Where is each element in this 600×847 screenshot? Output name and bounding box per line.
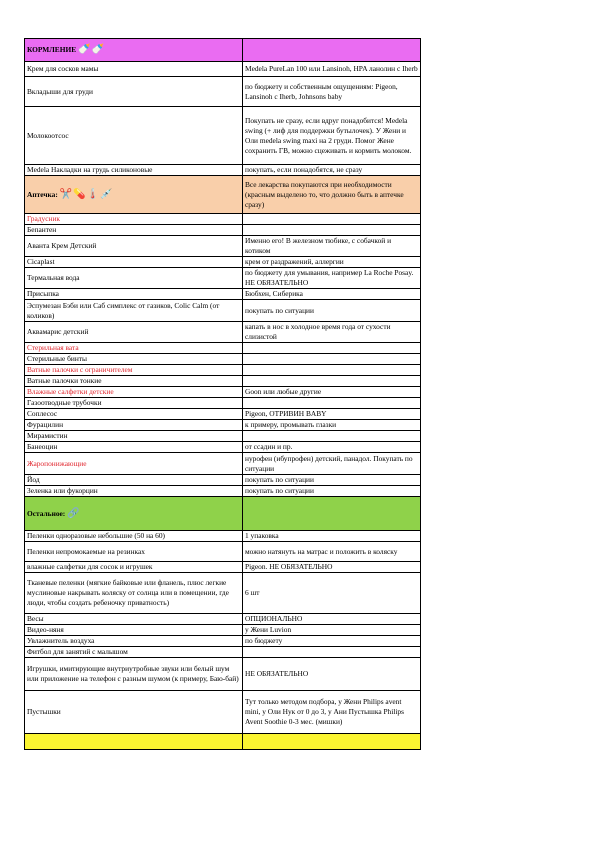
item-note: Покупать не сразу, если вдруг понадобится! Medela swing (+ лиф для поддержки бутылочек). У Жени и Оли medela swing maxi на 2 груди. Помог Жене сохранить ГВ, можно сцеживать и кормить молоком.: [243, 107, 421, 165]
table-row: [25, 453, 421, 475]
table-row: [25, 62, 421, 77]
item-name: Аванта Крем Детский: [25, 236, 243, 257]
item-note: Тут только методом подбора, у Жени Philips avent mini, у Оли Нук от 0 до 3, у Ани Пустышка Philips Avent Soothie 0-3 мес. (мишки): [243, 691, 421, 734]
table-row: [25, 225, 421, 236]
item-note: Именно его! В железном тюбике, с собачкой и котиком: [243, 236, 421, 257]
table-row: [25, 475, 421, 486]
section-title-text: Остальное:: [27, 508, 66, 518]
item-note: [243, 431, 421, 442]
section-title-feeding: [25, 39, 243, 62]
section-note-feeding: [243, 39, 421, 62]
item-name: Весы: [25, 614, 243, 625]
item-name: Ватные палочки тонкие: [25, 376, 243, 387]
checklist-table: [24, 38, 421, 750]
table-row: [25, 486, 421, 497]
item-name: Стерильные бинты: [25, 354, 243, 365]
section-note-first_aid: Все лекарства покупаются при необходимости (красным выделено то, что должно быть в аптечке сразу): [243, 176, 421, 214]
item-note: покупать по ситуации: [243, 486, 421, 497]
section-title-text: Аптечка:: [27, 189, 58, 199]
table-row: [25, 214, 421, 225]
table-row: [25, 573, 421, 614]
item-note: 1 упаковка: [243, 531, 421, 542]
footer-cell-right: [243, 734, 421, 750]
item-name: Газоотводные трубочки: [25, 398, 243, 409]
item-note: ОПЦИОНАЛЬНО: [243, 614, 421, 625]
item-note: Pigeon, ОТРИВИН BABY: [243, 409, 421, 420]
item-note: Medela PureLan 100 или Lansinoh, HPA ланолин с Iherb: [243, 62, 421, 77]
table-row: [25, 542, 421, 562]
item-note: Pigeon. НЕ ОБЯЗАТЕЛЬНО: [243, 562, 421, 573]
item-note: покупать по ситуации: [243, 300, 421, 322]
item-note: нурофен (ибупрофен) детский, панадол. Покупать по ситуации: [243, 453, 421, 475]
item-note: 6 шт: [243, 573, 421, 614]
item-name: Cicaplast: [25, 257, 243, 268]
table-row: [25, 289, 421, 300]
item-name: Банеоцин: [25, 442, 243, 453]
table-row: [25, 647, 421, 658]
item-name: Тканевые пеленки (мягкие байковые или фланель, плюс легкие муслиновые накрывать коляску от солнца или в помещении, где люди, чтобы создать ребеночку приватность): [25, 573, 243, 614]
item-name: Жаропонижающие: [25, 453, 243, 475]
table-row: [25, 77, 421, 107]
table-row: [25, 300, 421, 322]
item-note: [243, 376, 421, 387]
item-note: [243, 225, 421, 236]
item-name: Стерильная вата: [25, 343, 243, 354]
item-note: покупать, если понадобятся, не сразу: [243, 165, 421, 176]
item-note: покупать по ситуации: [243, 475, 421, 486]
item-note: к примеру, промывать глазки: [243, 420, 421, 431]
table-row: [25, 691, 421, 734]
item-name: Градусник: [25, 214, 243, 225]
item-name: Зеленка или фукорцин: [25, 486, 243, 497]
item-name: Фурацилин: [25, 420, 243, 431]
item-name: Бепантен: [25, 225, 243, 236]
table-row: [25, 442, 421, 453]
item-name: Эспумезан Бэби или Саб симплекс от газиков, Colic Calm (от коликов): [25, 300, 243, 322]
item-note: у Жени Luvion: [243, 625, 421, 636]
table-row: [25, 562, 421, 573]
table-row: [25, 343, 421, 354]
item-name: Видео-няня: [25, 625, 243, 636]
item-name: влажные салфетки для сосок и игрушек: [25, 562, 243, 573]
table-row: [25, 614, 421, 625]
item-note: [243, 398, 421, 409]
table-row: [25, 365, 421, 376]
table-row: [25, 398, 421, 409]
table-row: [25, 257, 421, 268]
section-title-text: КОРМЛЕНИЕ: [27, 45, 77, 54]
item-note: Goon или любые другие: [243, 387, 421, 398]
table-row: [25, 625, 421, 636]
item-name: Пеленки одноразовые небольшие (50 на 60): [25, 531, 243, 542]
table-row: [25, 420, 421, 431]
item-name: Увлажнитель воздуха: [25, 636, 243, 647]
item-name: Термальная вода: [25, 268, 243, 289]
item-name: Влажные салфетки детские: [25, 387, 243, 398]
item-note: [243, 365, 421, 376]
section-header-other: [25, 497, 421, 531]
item-name: Присыпка: [25, 289, 243, 300]
item-note: по бюджету и собственным ощущениям: Pigeon, Lansinoh с Iherb, Johnsons baby: [243, 77, 421, 107]
section-emoji-icon: 🍼🍼: [78, 44, 105, 55]
item-name: Аквамарис детский: [25, 322, 243, 343]
item-name: Игрушки, имитирующие внутриутробные звуки или белый шум или приложение на телефон с разным шумом (к примеру, Баю-бай): [25, 658, 243, 691]
footer-cell-left: [25, 734, 243, 750]
table-row: [25, 658, 421, 691]
item-note: можно натянуть на матрас и положить в коляску: [243, 542, 421, 562]
item-name: Йод: [25, 475, 243, 486]
item-name: Крем для сосков мамы: [25, 62, 243, 77]
item-note: НЕ ОБЯЗАТЕЛЬНО: [243, 658, 421, 691]
section-header-first_aid: [25, 176, 421, 214]
table-row: [25, 165, 421, 176]
item-note: Бюбхен, Сиберика: [243, 289, 421, 300]
table-row: [25, 431, 421, 442]
item-name: Пеленки непромокаемые на резинках: [25, 542, 243, 562]
section-title-first_aid: [25, 176, 243, 214]
footer-row: [25, 734, 421, 750]
item-name: Мирамистин: [25, 431, 243, 442]
item-note: [243, 647, 421, 658]
section-note-other: [243, 497, 421, 531]
table-row: [25, 636, 421, 647]
table-row: [25, 236, 421, 257]
table-row: [25, 268, 421, 289]
item-name: Ватные палочки с ограничителем: [25, 365, 243, 376]
item-note: по бюджету: [243, 636, 421, 647]
item-name: Соплесос: [25, 409, 243, 420]
table-row: [25, 387, 421, 398]
section-header-feeding: [25, 39, 421, 62]
item-note: от ссадин и пр.: [243, 442, 421, 453]
item-note: [243, 343, 421, 354]
item-name: Молокоотсос: [25, 107, 243, 165]
item-note: капать в нос в холодное время года от сухости слизистой: [243, 322, 421, 343]
item-name: Фитбол для занятий с малышом: [25, 647, 243, 658]
section-emoji-icon: 🔗: [67, 507, 81, 519]
table-row: [25, 376, 421, 387]
table-row: [25, 322, 421, 343]
table-row: [25, 107, 421, 165]
item-note: крем от раздражений, аллергии: [243, 257, 421, 268]
item-note: [243, 214, 421, 225]
section-title-other: [25, 497, 243, 531]
section-emoji-icon: ✂️💊🌡️💉: [59, 188, 114, 200]
item-name: Пустышки: [25, 691, 243, 734]
table-row: [25, 531, 421, 542]
table-row: [25, 354, 421, 365]
item-name: Вкладыши для груди: [25, 77, 243, 107]
item-note: по бюджету для умывания, например La Roche Posay. НЕ ОБЯЗАТЕЛЬНО: [243, 268, 421, 289]
item-note: [243, 354, 421, 365]
item-name: Medela Накладки на грудь силиконовые: [25, 165, 243, 176]
table-row: [25, 409, 421, 420]
